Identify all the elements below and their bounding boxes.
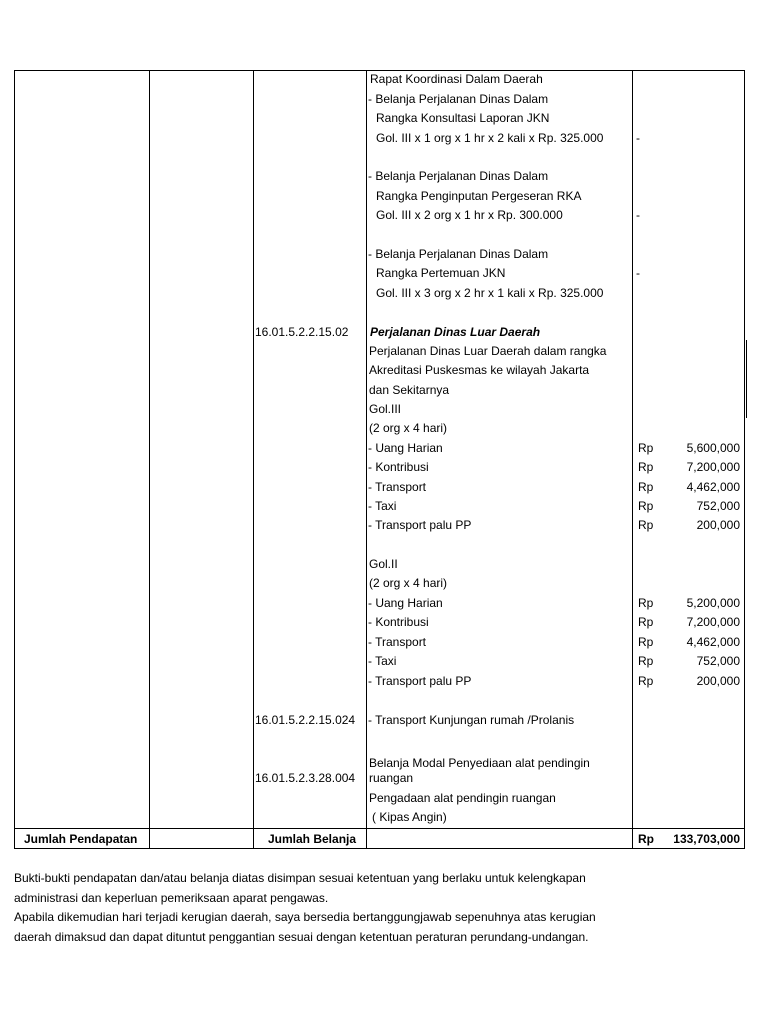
gol2-line-currency: Rp (638, 635, 654, 649)
modal-desc-3: Pengadaan alat pendingin ruangan (369, 791, 556, 805)
luar-desc-2: Akreditasi Puskesmas ke wilayah Jakarta (369, 363, 590, 377)
total-amount: 133,703,000 (673, 832, 740, 846)
modal-account-code: 16.01.5.2.3.28.004 (255, 771, 356, 785)
luar-desc-1: Perjalanan Dinas Luar Daerah dalam rangka (369, 344, 607, 358)
column-border (632, 70, 633, 849)
modal-desc-2: ruangan (369, 771, 414, 785)
gol2-line-amount: 752,000 (696, 654, 740, 668)
statement-paragraph-1-line-2: administrasi dan keperluan pemeriksaan aparat pengawas. (14, 891, 329, 905)
gol3-sub: (2 org x 4 hari) (369, 421, 448, 435)
rapat-item-2-line-2: Rangka Penginputan Pergeseran RKA (376, 189, 582, 203)
column-border (149, 70, 150, 849)
modal-desc-4: ( Kipas Angin) (372, 810, 447, 824)
gol3-label: Gol.III (369, 402, 402, 416)
statement-paragraph-2-line-1: Apabila dikemudian hari terjadi kerugian daerah, saya bersedia bertanggungjawab sepenuhnya atas kerugian (14, 910, 596, 924)
gol2-label: Gol.II (369, 557, 398, 571)
luar-desc-3: dan Sekitarnya (369, 383, 450, 397)
statement-paragraph-2-line-2: daerah dimaksud dan dapat dituntut penggantian sesuai dengan ketentuan peraturan perundang-undangan. (14, 930, 589, 944)
gol2-line-amount: 200,000 (696, 674, 740, 688)
gol3-line-amount: 4,462,000 (686, 480, 740, 494)
gol3-line-label: - Transport palu PP (368, 518, 472, 532)
rapat-item-1-dash: - (636, 131, 640, 145)
gol2-line-currency: Rp (638, 674, 654, 688)
gol3-line-label: - Kontribusi (368, 460, 429, 474)
rapat-heading: Rapat Koordinasi Dalam Daerah (370, 72, 543, 86)
gol3-line-label: - Taxi (368, 499, 397, 513)
luar-heading: Perjalanan Dinas Luar Daerah (370, 325, 541, 339)
gol3-line-label: - Uang Harian (368, 441, 443, 455)
gol3-line-amount: 5,600,000 (686, 441, 740, 455)
total-currency: Rp (638, 832, 654, 846)
rapat-item-1-line-2: Rangka Konsultasi Laporan JKN (376, 111, 550, 125)
rapat-item-2-line-3: Gol. III x 2 org x 1 hr x Rp. 300.000 (376, 208, 563, 222)
gol2-line-amount: 5,200,000 (686, 596, 740, 610)
gol3-line-amount: 752,000 (696, 499, 740, 513)
column-border (744, 70, 745, 849)
gol2-sub: (2 org x 4 hari) (369, 576, 448, 590)
jumlah-pendapatan-label: Jumlah Pendapatan (24, 832, 138, 846)
gol2-line-label: - Kontribusi (368, 615, 429, 629)
column-border (253, 70, 254, 849)
rapat-item-3-line-2: Rangka Pertemuan JKN (376, 266, 506, 280)
gol2-line-currency: Rp (638, 654, 654, 668)
column-border (14, 70, 15, 849)
gol3-line-currency: Rp (638, 441, 654, 455)
gol2-line-label: - Transport (368, 635, 427, 649)
gol2-line-label: - Uang Harian (368, 596, 443, 610)
gol3-line-amount: 7,200,000 (686, 460, 740, 474)
rapat-item-3-line-3: Gol. III x 3 org x 2 hr x 1 kali x Rp. 325.000 (376, 286, 604, 300)
gol3-line-amount: 200,000 (696, 518, 740, 532)
gol3-line-label: - Transport (368, 480, 427, 494)
kunjungan-account-code: 16.01.5.2.2.15.024 (255, 713, 356, 727)
gol3-line-currency: Rp (638, 499, 654, 513)
jumlah-belanja-label: Jumlah Belanja (268, 832, 357, 846)
rapat-item-3-dash: - (636, 266, 640, 280)
modal-desc-1: Belanja Modal Penyediaan alat pendingin (369, 756, 590, 770)
rapat-item-1-line-1: - Belanja Perjalanan Dinas Dalam (368, 92, 549, 106)
gol2-line-currency: Rp (638, 615, 654, 629)
gol2-line-label: - Transport palu PP (368, 674, 472, 688)
rapat-item-1-line-3: Gol. III x 1 org x 1 hr x 2 kali x Rp. 325.000 (376, 131, 604, 145)
totals-top-border (14, 828, 745, 829)
gol2-line-label: - Taxi (368, 654, 397, 668)
statement-paragraph-1-line-1: Bukti-bukti pendapatan dan/atau belanja diatas disimpan sesuai ketentuan yang berlaku untuk kelengkapan (14, 871, 586, 885)
kunjungan-label: - Transport Kunjungan rumah /Prolanis (368, 713, 575, 727)
gol2-line-amount: 4,462,000 (686, 635, 740, 649)
gol2-line-amount: 7,200,000 (686, 615, 740, 629)
rapat-item-2-line-1: - Belanja Perjalanan Dinas Dalam (368, 169, 549, 183)
gol3-line-currency: Rp (638, 460, 654, 474)
gol3-line-currency: Rp (638, 518, 654, 532)
rapat-item-2-dash: - (636, 208, 640, 222)
rapat-item-3-line-1: - Belanja Perjalanan Dinas Dalam (368, 247, 549, 261)
gol2-line-currency: Rp (638, 596, 654, 610)
margin-mark (746, 340, 747, 418)
gol3-line-currency: Rp (638, 480, 654, 494)
totals-bottom-border (14, 848, 745, 849)
luar-account-code: 16.01.5.2.2.15.02 (255, 325, 349, 339)
column-border (366, 70, 367, 849)
